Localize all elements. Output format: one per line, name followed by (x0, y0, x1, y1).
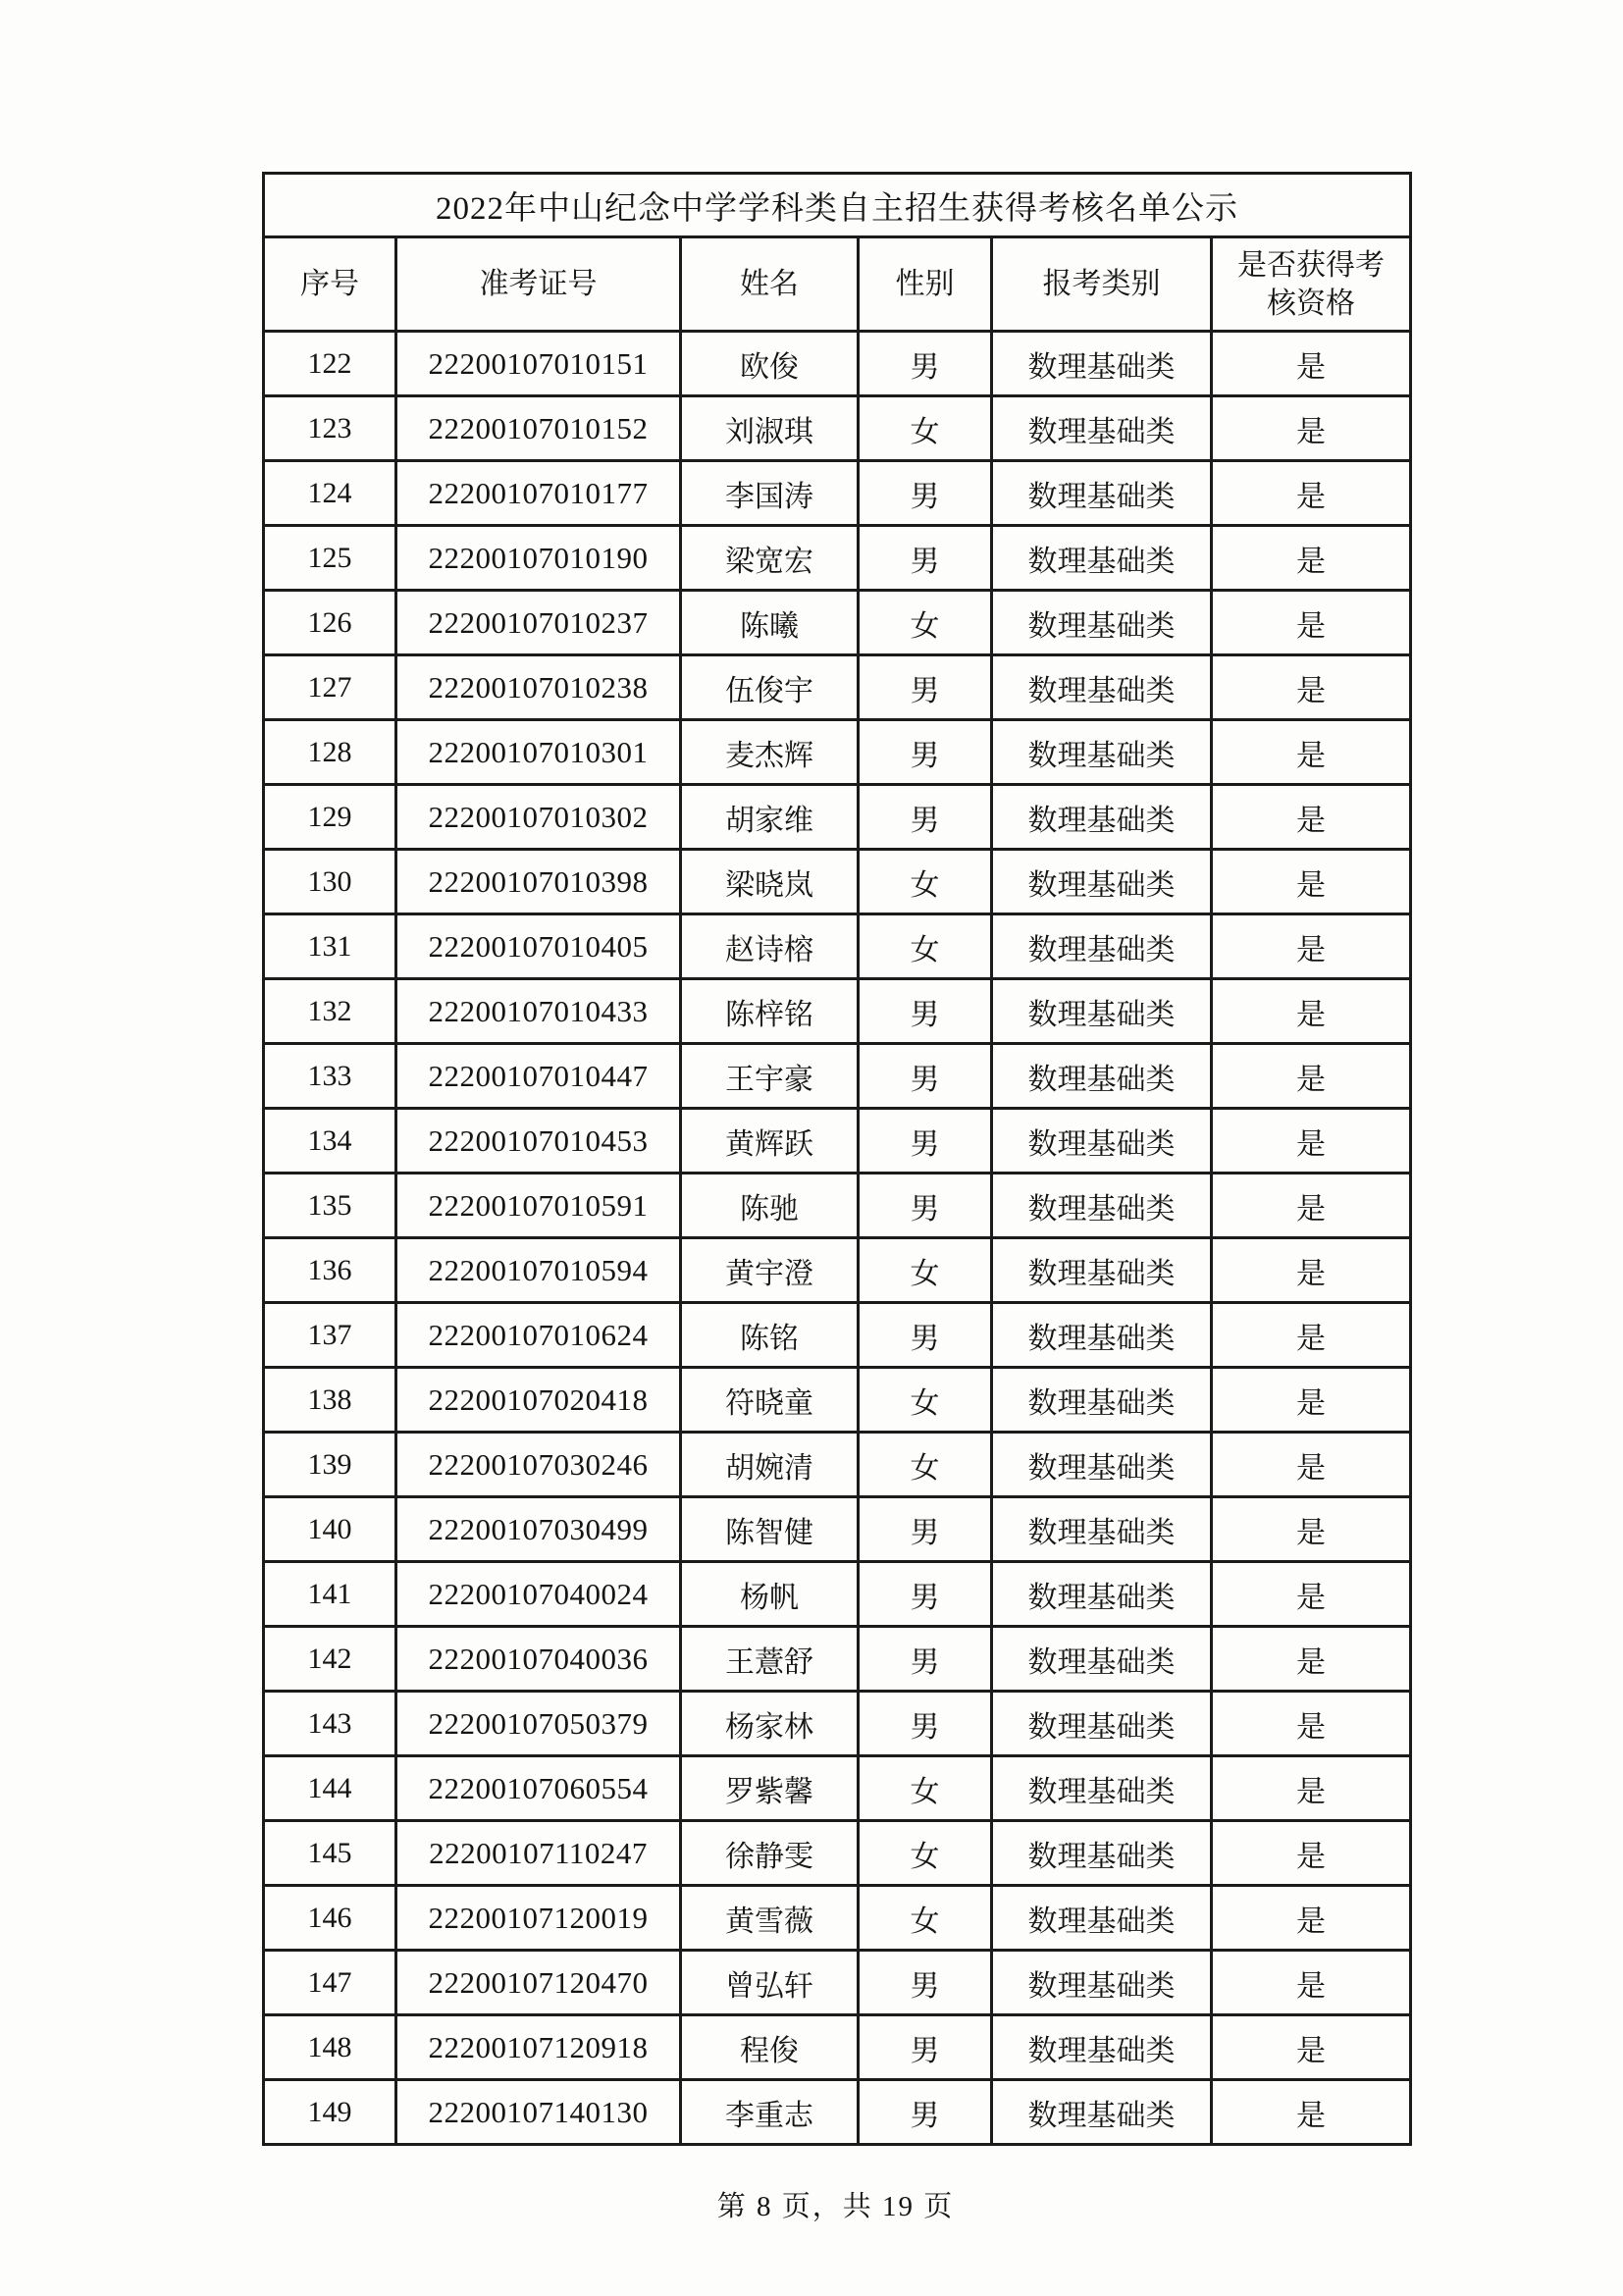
cell-ticket: 22200107010594 (396, 1238, 681, 1303)
cell-ticket: 22200107030499 (396, 1497, 681, 1562)
cell-qualified: 是 (1212, 1238, 1411, 1303)
cell-qualified: 是 (1212, 396, 1411, 461)
cell-no: 136 (264, 1238, 396, 1303)
cell-gender: 男 (859, 1109, 992, 1174)
cell-name: 刘淑琪 (681, 396, 859, 461)
cell-name: 曾弘轩 (681, 1951, 859, 2015)
cell-gender: 女 (859, 1886, 992, 1951)
table-row (264, 526, 1411, 591)
column-header-ticket: 准考证号 (396, 237, 681, 332)
table-row (264, 655, 1411, 720)
cell-category: 数理基础类 (992, 1433, 1212, 1497)
cell-category: 数理基础类 (992, 1238, 1212, 1303)
table-body (264, 332, 1411, 2145)
cell-no: 134 (264, 1109, 396, 1174)
cell-category: 数理基础类 (992, 1951, 1212, 2015)
cell-gender: 男 (859, 1044, 992, 1109)
cell-name: 赵诗榕 (681, 914, 859, 979)
cell-qualified: 是 (1212, 591, 1411, 655)
cell-ticket: 22200107010152 (396, 396, 681, 461)
cell-qualified: 是 (1212, 1886, 1411, 1951)
cell-category: 数理基础类 (992, 1821, 1212, 1886)
cell-name: 欧俊 (681, 332, 859, 396)
cell-qualified: 是 (1212, 1821, 1411, 1886)
cell-no: 143 (264, 1692, 396, 1756)
cell-category: 数理基础类 (992, 1692, 1212, 1756)
cell-gender: 女 (859, 1433, 992, 1497)
cell-no: 129 (264, 785, 396, 850)
cell-gender: 男 (859, 1951, 992, 2015)
cell-qualified: 是 (1212, 655, 1411, 720)
cell-no: 145 (264, 1821, 396, 1886)
cell-no: 142 (264, 1627, 396, 1692)
cell-qualified: 是 (1212, 850, 1411, 914)
column-header-name: 姓名 (681, 237, 859, 332)
cell-no: 130 (264, 850, 396, 914)
cell-category: 数理基础类 (992, 655, 1212, 720)
cell-gender: 男 (859, 785, 992, 850)
cell-qualified: 是 (1212, 1756, 1411, 1821)
cell-no: 132 (264, 979, 396, 1044)
column-header-qualified: 是否获得考核资格 (1212, 237, 1411, 332)
cell-no: 133 (264, 1044, 396, 1109)
cell-gender: 女 (859, 1368, 992, 1433)
cell-no: 146 (264, 1886, 396, 1951)
cell-ticket: 22200107010237 (396, 591, 681, 655)
cell-category: 数理基础类 (992, 914, 1212, 979)
cell-qualified: 是 (1212, 1109, 1411, 1174)
cell-no: 124 (264, 461, 396, 526)
cell-ticket: 22200107010301 (396, 720, 681, 785)
cell-gender: 男 (859, 526, 992, 591)
cell-no: 141 (264, 1562, 396, 1627)
cell-category: 数理基础类 (992, 1562, 1212, 1627)
cell-gender: 男 (859, 1692, 992, 1756)
cell-gender: 女 (859, 1821, 992, 1886)
cell-no: 131 (264, 914, 396, 979)
table-row (264, 332, 1411, 396)
cell-category: 数理基础类 (992, 720, 1212, 785)
cell-name: 黄宇澄 (681, 1238, 859, 1303)
cell-ticket: 22200107140130 (396, 2080, 681, 2145)
cell-category: 数理基础类 (992, 396, 1212, 461)
cell-name: 杨帆 (681, 1562, 859, 1627)
cell-ticket: 22200107010190 (396, 526, 681, 591)
cell-gender: 男 (859, 2080, 992, 2145)
cell-qualified: 是 (1212, 979, 1411, 1044)
cell-ticket: 22200107010447 (396, 1044, 681, 1109)
table-title: 2022年中山纪念中学学科类自主招生获得考核名单公示 (264, 174, 1411, 237)
table-row (264, 1238, 1411, 1303)
cell-gender: 男 (859, 1562, 992, 1627)
table-row (264, 1627, 1411, 1692)
cell-gender: 男 (859, 461, 992, 526)
cell-name: 陈智健 (681, 1497, 859, 1562)
cell-qualified: 是 (1212, 1627, 1411, 1692)
table-row (264, 979, 1411, 1044)
cell-category: 数理基础类 (992, 1174, 1212, 1238)
cell-gender: 男 (859, 1174, 992, 1238)
table-row (264, 1821, 1411, 1886)
table-row (264, 1109, 1411, 1174)
cell-category: 数理基础类 (992, 461, 1212, 526)
cell-name: 黄雪薇 (681, 1886, 859, 1951)
table-row (264, 396, 1411, 461)
cell-qualified: 是 (1212, 914, 1411, 979)
cell-name: 符晓童 (681, 1368, 859, 1433)
table-row (264, 1044, 1411, 1109)
cell-ticket: 22200107010398 (396, 850, 681, 914)
cell-name: 王薏舒 (681, 1627, 859, 1692)
cell-qualified: 是 (1212, 1368, 1411, 1433)
cell-name: 陈梓铭 (681, 979, 859, 1044)
cell-no: 138 (264, 1368, 396, 1433)
cell-ticket: 22200107010624 (396, 1303, 681, 1368)
cell-name: 陈铭 (681, 1303, 859, 1368)
cell-no: 127 (264, 655, 396, 720)
cell-qualified: 是 (1212, 1044, 1411, 1109)
cell-gender: 男 (859, 655, 992, 720)
cell-no: 148 (264, 2015, 396, 2080)
cell-category: 数理基础类 (992, 1044, 1212, 1109)
cell-category: 数理基础类 (992, 1109, 1212, 1174)
cell-name: 伍俊宇 (681, 655, 859, 720)
cell-ticket: 22200107120019 (396, 1886, 681, 1951)
cell-category: 数理基础类 (992, 979, 1212, 1044)
table-row (264, 1756, 1411, 1821)
cell-qualified: 是 (1212, 2015, 1411, 2080)
table-row (264, 1886, 1411, 1951)
table-row (264, 461, 1411, 526)
cell-gender: 男 (859, 979, 992, 1044)
cell-gender: 女 (859, 1756, 992, 1821)
cell-qualified: 是 (1212, 526, 1411, 591)
cell-gender: 男 (859, 720, 992, 785)
cell-name: 罗紫馨 (681, 1756, 859, 1821)
page-number-footer: 第 8 页，共 19 页 (716, 2191, 955, 2222)
table-row (264, 2015, 1411, 2080)
cell-name: 李重志 (681, 2080, 859, 2145)
cell-category: 数理基础类 (992, 2080, 1212, 2145)
cell-name: 杨家林 (681, 1692, 859, 1756)
table-row (264, 1951, 1411, 2015)
cell-ticket: 22200107040036 (396, 1627, 681, 1692)
cell-category: 数理基础类 (992, 1497, 1212, 1562)
cell-qualified: 是 (1212, 1303, 1411, 1368)
cell-ticket: 22200107120470 (396, 1951, 681, 2015)
cell-category: 数理基础类 (992, 526, 1212, 591)
cell-no: 123 (264, 396, 396, 461)
cell-no: 126 (264, 591, 396, 655)
cell-qualified: 是 (1212, 1951, 1411, 2015)
cell-gender: 女 (859, 1238, 992, 1303)
table-row (264, 914, 1411, 979)
cell-category: 数理基础类 (992, 1303, 1212, 1368)
table-row (264, 850, 1411, 914)
cell-ticket: 22200107010591 (396, 1174, 681, 1238)
cell-ticket: 22200107040024 (396, 1562, 681, 1627)
table-row (264, 785, 1411, 850)
cell-ticket: 22200107020418 (396, 1368, 681, 1433)
column-header-no: 序号 (264, 237, 396, 332)
table-row (264, 1433, 1411, 1497)
cell-no: 147 (264, 1951, 396, 2015)
cell-category: 数理基础类 (992, 1368, 1212, 1433)
cell-category: 数理基础类 (992, 332, 1212, 396)
cell-name: 麦杰辉 (681, 720, 859, 785)
cell-ticket: 22200107010453 (396, 1109, 681, 1174)
cell-name: 胡家维 (681, 785, 859, 850)
cell-qualified: 是 (1212, 720, 1411, 785)
cell-no: 122 (264, 332, 396, 396)
cell-qualified: 是 (1212, 332, 1411, 396)
cell-qualified: 是 (1212, 2080, 1411, 2145)
cell-name: 梁晓岚 (681, 850, 859, 914)
cell-name: 徐静雯 (681, 1821, 859, 1886)
cell-gender: 男 (859, 332, 992, 396)
cell-ticket: 22200107010238 (396, 655, 681, 720)
cell-no: 135 (264, 1174, 396, 1238)
table-row (264, 1562, 1411, 1627)
table-title-row (264, 174, 1411, 237)
cell-name: 胡婉清 (681, 1433, 859, 1497)
table-row (264, 1368, 1411, 1433)
cell-no: 125 (264, 526, 396, 591)
cell-name: 程俊 (681, 2015, 859, 2080)
cell-category: 数理基础类 (992, 591, 1212, 655)
cell-ticket: 22200107050379 (396, 1692, 681, 1756)
cell-qualified: 是 (1212, 1433, 1411, 1497)
cell-qualified: 是 (1212, 1174, 1411, 1238)
table-row (264, 720, 1411, 785)
cell-category: 数理基础类 (992, 1886, 1212, 1951)
cell-qualified: 是 (1212, 1562, 1411, 1627)
cell-name: 梁宽宏 (681, 526, 859, 591)
cell-gender: 男 (859, 1627, 992, 1692)
table-row (264, 2080, 1411, 2145)
cell-gender: 女 (859, 396, 992, 461)
cell-no: 149 (264, 2080, 396, 2145)
table-row (264, 1174, 1411, 1238)
cell-no: 137 (264, 1303, 396, 1368)
cell-qualified: 是 (1212, 461, 1411, 526)
cell-gender: 男 (859, 1303, 992, 1368)
cell-ticket: 22200107010405 (396, 914, 681, 979)
cell-category: 数理基础类 (992, 785, 1212, 850)
cell-qualified: 是 (1212, 1497, 1411, 1562)
cell-category: 数理基础类 (992, 2015, 1212, 2080)
cell-name: 黄辉跃 (681, 1109, 859, 1174)
cell-category: 数理基础类 (992, 850, 1212, 914)
cell-ticket: 22200107010151 (396, 332, 681, 396)
cell-name: 李国涛 (681, 461, 859, 526)
cell-ticket: 22200107120918 (396, 2015, 681, 2080)
cell-ticket: 22200107010177 (396, 461, 681, 526)
cell-ticket: 22200107010302 (396, 785, 681, 850)
cell-name: 陈曦 (681, 591, 859, 655)
table-row (264, 591, 1411, 655)
table-header-row (264, 237, 1411, 332)
cell-no: 139 (264, 1433, 396, 1497)
cell-name: 王宇豪 (681, 1044, 859, 1109)
cell-ticket: 22200107060554 (396, 1756, 681, 1821)
cell-qualified: 是 (1212, 785, 1411, 850)
cell-ticket: 22200107010433 (396, 979, 681, 1044)
cell-ticket: 22200107030246 (396, 1433, 681, 1497)
cell-name: 陈驰 (681, 1174, 859, 1238)
qualification-roster-table (262, 172, 1412, 2146)
cell-qualified: 是 (1212, 1692, 1411, 1756)
cell-no: 128 (264, 720, 396, 785)
cell-gender: 女 (859, 850, 992, 914)
cell-ticket: 22200107110247 (396, 1821, 681, 1886)
cell-no: 144 (264, 1756, 396, 1821)
table-row (264, 1692, 1411, 1756)
cell-gender: 男 (859, 1497, 992, 1562)
table-row (264, 1497, 1411, 1562)
column-header-category: 报考类别 (992, 237, 1212, 332)
table-row (264, 1303, 1411, 1368)
cell-gender: 男 (859, 2015, 992, 2080)
column-header-gender: 性别 (859, 237, 992, 332)
cell-category: 数理基础类 (992, 1756, 1212, 1821)
cell-category: 数理基础类 (992, 1627, 1212, 1692)
cell-no: 140 (264, 1497, 396, 1562)
cell-gender: 女 (859, 591, 992, 655)
cell-gender: 女 (859, 914, 992, 979)
